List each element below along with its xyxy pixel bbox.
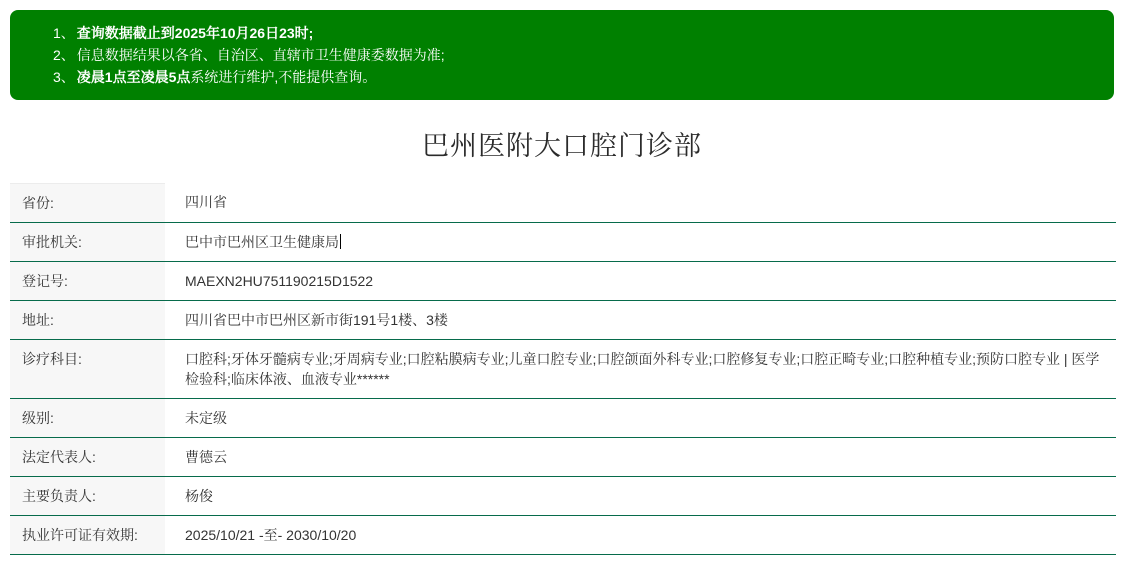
row-label: 登记号: xyxy=(10,262,165,300)
row-value: 口腔科;牙体牙髓病专业;牙周病专业;口腔粘膜病专业;儿童口腔专业;口腔颌面外科专业;口腔修复专业;口腔正畸专业;口腔种植专业;预防口腔专业 | 医学检验科;临床体液、血液专业****** xyxy=(185,351,1100,387)
notice-item-bold-text: 凌晨1点至凌晨5点 xyxy=(76,69,191,85)
table-row-registration-number xyxy=(10,262,1116,301)
notice-item-number: 3、 xyxy=(53,69,75,85)
row-value-text: 巴中市巴州区卫生健康局 xyxy=(185,234,339,250)
table-row-main-person-in-charge xyxy=(10,477,1116,516)
table-row-level xyxy=(10,399,1116,438)
table-row-diagnosis-subjects xyxy=(10,340,1116,399)
row-label: 诊疗科目: xyxy=(10,340,165,398)
row-value: 杨俊 xyxy=(185,488,213,504)
notice-item-number: 1、 xyxy=(53,25,75,41)
table-row-address xyxy=(10,301,1116,340)
row-value: 四川省巴中市巴州区新市街191号1楼、3楼 xyxy=(185,312,448,328)
row-value: 2025/10/21 -至- 2030/10/20 xyxy=(185,527,357,543)
row-value: 四川省 xyxy=(185,194,227,210)
text-cursor xyxy=(340,234,341,249)
notice-item xyxy=(53,44,1094,66)
notice-item xyxy=(53,22,1094,44)
row-value xyxy=(165,223,1116,261)
row-label: 地址: xyxy=(10,301,165,339)
notice-banner xyxy=(10,10,1114,100)
notice-item-number: 2、 xyxy=(53,47,75,63)
row-label: 级别: xyxy=(10,399,165,437)
table-row-legal-representative xyxy=(10,438,1116,477)
table-row-license-validity-period xyxy=(10,516,1116,555)
notice-item xyxy=(53,66,1094,88)
row-value: 曹德云 xyxy=(185,449,227,465)
page-title: 巴州医附大口腔门诊部 xyxy=(422,131,702,161)
notice-item-bold-text: 查询数据截止到2025年10月26日23时; xyxy=(76,25,314,41)
row-value: 未定级 xyxy=(185,410,227,426)
institution-info-table xyxy=(10,183,1116,555)
row-label: 省份: xyxy=(10,183,165,222)
row-label: 审批机关: xyxy=(10,223,165,261)
row-label: 主要负责人: xyxy=(10,477,165,515)
table-row-province xyxy=(10,183,1116,223)
row-value: MAEXN2HU751190215D1522 xyxy=(185,273,374,289)
row-label: 法定代表人: xyxy=(10,438,165,476)
notice-item-text: 信息数据结果以各省、自治区、直辖市卫生健康委数据为准; xyxy=(76,47,445,63)
table-row-approval-authority xyxy=(10,223,1116,262)
row-label: 执业许可证有效期: xyxy=(10,516,165,554)
notice-item-text: 系统进行维护,不能提供查询。 xyxy=(190,69,377,85)
